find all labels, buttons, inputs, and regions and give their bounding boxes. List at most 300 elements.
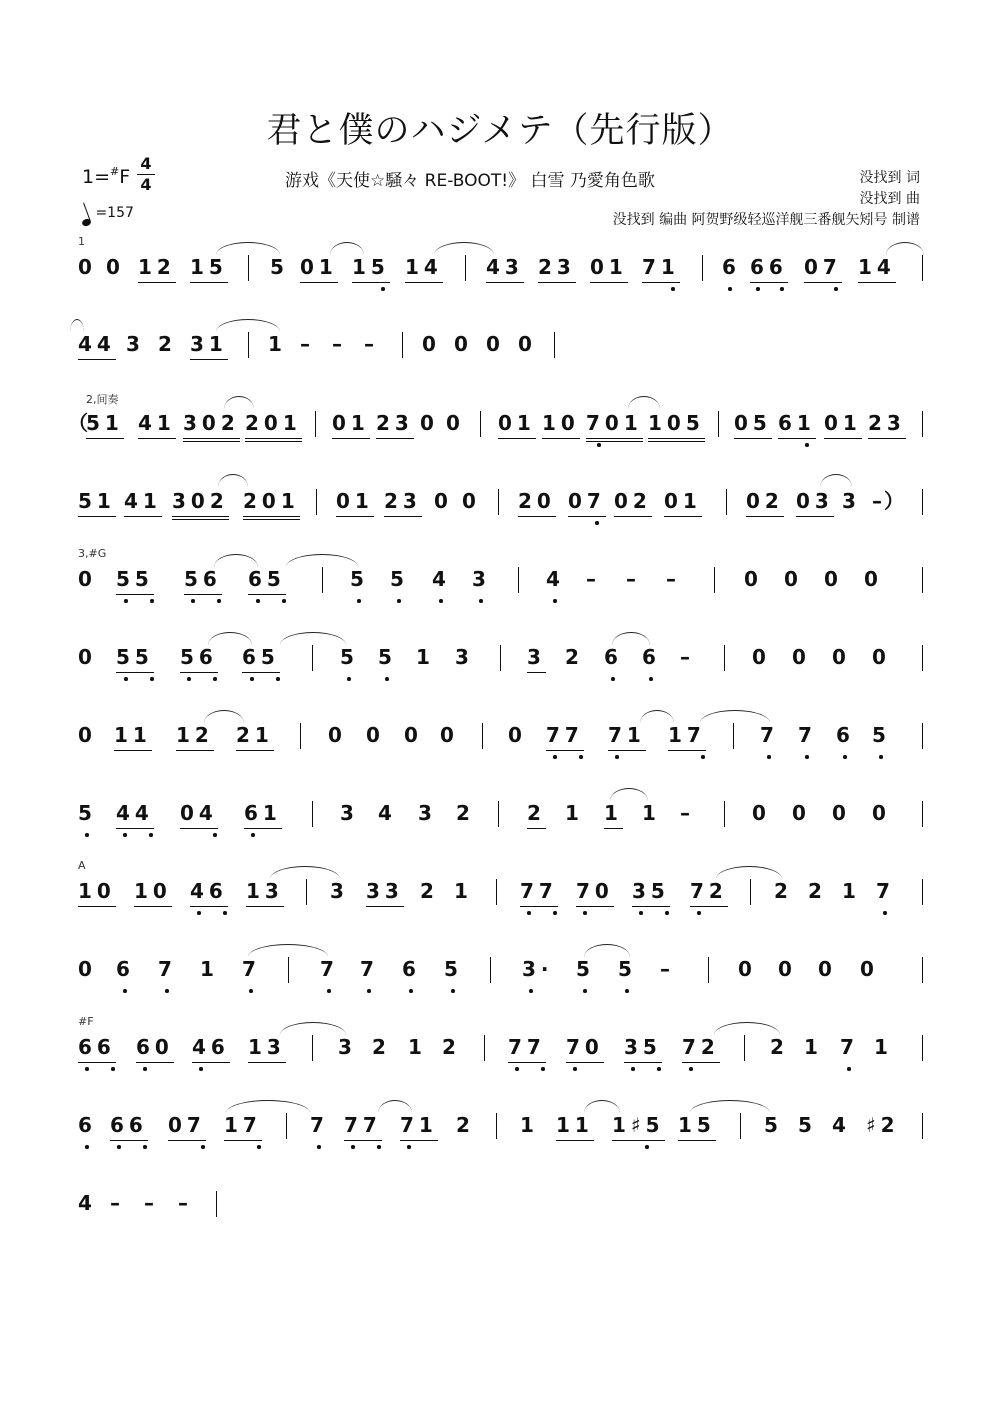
slur: [204, 710, 244, 723]
staff-row: [0, 798, 1000, 858]
barline: [718, 411, 719, 437]
low-octave-dot: [625, 989, 629, 993]
sustain-dash: –: [300, 332, 315, 356]
slur: [612, 632, 650, 645]
note: 15: [190, 252, 228, 283]
low-octave-dot: [657, 1067, 661, 1071]
barline: [733, 723, 734, 749]
low-octave-dot: [123, 989, 127, 993]
note: 44: [78, 329, 116, 360]
meter-bottom: 4: [140, 175, 152, 194]
note: 71: [608, 720, 646, 751]
note: 4: [432, 567, 451, 591]
arrangement-credit: 没找到 编曲 阿贺野级轻巡洋舰三番舰矢矧号 制谱: [612, 212, 920, 228]
note: 7: [310, 1113, 329, 1137]
time-signature: [137, 155, 155, 194]
barline: [496, 1113, 497, 1139]
note: 5: [378, 645, 397, 669]
section-mark-interlude: 2,间奏: [86, 393, 119, 406]
low-octave-dot: [529, 989, 533, 993]
note: 04: [180, 798, 218, 829]
note: 70: [576, 876, 614, 907]
slur: [70, 319, 84, 332]
low-octave-dot: [701, 755, 705, 759]
note: 65: [242, 642, 280, 673]
note: 5: [444, 957, 463, 981]
note: 0: [832, 801, 851, 825]
note: 01: [336, 486, 374, 517]
low-octave-dot: [883, 911, 887, 915]
note: 7: [798, 723, 817, 747]
note: 0: [434, 489, 453, 513]
slur: [216, 242, 280, 255]
note: 1: [416, 645, 435, 669]
low-octave-dot: [123, 833, 127, 837]
note: 1: [565, 801, 584, 825]
low-octave-dot: [407, 1145, 411, 1149]
note: 5: [798, 1113, 817, 1137]
barline: [922, 255, 923, 281]
subtitle: 游戏《天使☆騒々 RE-BOOT!》 白雪 乃愛角色歌: [285, 171, 655, 191]
low-octave-dot: [117, 1145, 121, 1149]
music-credit: 没找到 曲: [859, 191, 920, 207]
slur: [248, 944, 328, 957]
low-octave-dot: [85, 833, 89, 837]
note: 2: [770, 1035, 789, 1059]
note: 1: [874, 1035, 893, 1059]
sustain-dash: –: [872, 489, 887, 513]
note: 1: [408, 1035, 427, 1059]
note: 3: [527, 642, 546, 673]
note: 70: [566, 1032, 604, 1063]
slur: [280, 1022, 346, 1035]
low-octave-dot: [367, 989, 371, 993]
barline: [316, 489, 317, 515]
barline: [490, 957, 491, 983]
note: 11: [556, 1110, 594, 1141]
slur: [690, 1100, 770, 1113]
note: 4: [378, 801, 397, 825]
note: 0: [818, 957, 837, 981]
note: 701: [586, 408, 643, 442]
note: 6: [722, 255, 741, 279]
note: 6: [116, 957, 135, 981]
slur: [224, 396, 254, 409]
sustain-dash: –: [586, 567, 601, 591]
low-octave-dot: [327, 989, 331, 993]
low-octave-dot: [251, 833, 255, 837]
low-octave-dot: [187, 677, 191, 681]
low-octave-dot: [553, 911, 557, 915]
slur: [226, 1100, 310, 1113]
low-octave-dot: [645, 1145, 649, 1149]
meter-top: 4: [140, 154, 152, 173]
note: 71: [400, 1110, 438, 1141]
note: 0: [404, 723, 423, 747]
low-octave-dot: [756, 287, 760, 291]
barline: [312, 801, 313, 827]
sustain-dash: –: [666, 567, 681, 591]
barline: [554, 332, 555, 358]
low-octave-dot: [553, 599, 557, 603]
note: 02: [614, 486, 652, 517]
note: 2: [456, 801, 475, 825]
note: 5: [340, 645, 359, 669]
slur: [330, 242, 364, 255]
low-octave-dot: [357, 599, 361, 603]
low-octave-dot: [351, 1145, 355, 1149]
note: 56: [180, 642, 218, 673]
note: 31: [190, 329, 228, 360]
staff-row: [0, 329, 1000, 389]
staff-row: [0, 564, 1000, 624]
low-octave-dot: [149, 833, 153, 837]
slur: [714, 1022, 780, 1035]
note: 55: [116, 642, 154, 673]
low-octave-dot: [439, 599, 443, 603]
sustain-dash: –: [332, 332, 347, 356]
note: 0: [792, 801, 811, 825]
slur: [820, 474, 852, 487]
barline: [922, 879, 923, 905]
low-octave-dot: [213, 677, 217, 681]
note: 07: [568, 486, 606, 517]
barline: [322, 567, 323, 593]
note: 0: [872, 801, 891, 825]
note: 0: [420, 411, 439, 435]
barline: [300, 723, 301, 749]
note: 3: [330, 879, 349, 903]
low-octave-dot: [282, 599, 286, 603]
note: 2: [527, 798, 546, 829]
note: 4: [832, 1113, 851, 1137]
slur: [208, 632, 252, 645]
note: 3·: [522, 957, 554, 981]
note: 46: [192, 1032, 230, 1063]
slur: [216, 319, 280, 332]
note: 13: [246, 876, 284, 907]
low-octave-dot: [85, 1145, 89, 1149]
note: 17: [224, 1110, 262, 1141]
barline: [496, 879, 497, 905]
note: 41: [124, 486, 162, 517]
note: 302: [183, 408, 240, 442]
section-mark-1: 1: [78, 235, 85, 248]
note: 7: [360, 957, 379, 981]
note: 0: [508, 723, 527, 747]
note: 302: [172, 486, 229, 520]
slur: [584, 944, 630, 957]
barline: [740, 1113, 741, 1139]
note: 2: [774, 879, 793, 903]
low-octave-dot: [385, 677, 389, 681]
slur: [378, 1100, 412, 1113]
note: 7: [242, 957, 261, 981]
note: 1: [454, 879, 473, 903]
note: 0: [752, 645, 771, 669]
low-octave-dot: [213, 833, 217, 837]
note: 6: [604, 645, 623, 669]
song-title: 君と僕のハジメテ（先行版）: [266, 111, 734, 151]
barline: [480, 411, 481, 437]
low-octave-dot: [583, 989, 587, 993]
barline: [922, 411, 923, 437]
note: 43: [486, 252, 524, 283]
note: 07: [168, 1110, 206, 1141]
slur: [700, 710, 770, 723]
low-octave-dot: [111, 1067, 115, 1071]
note: 15: [678, 1110, 716, 1141]
key-note: F: [119, 166, 131, 188]
note: 5: [764, 1113, 783, 1137]
staff-row: [0, 486, 1000, 546]
barline: [708, 957, 709, 983]
slur: [584, 1100, 620, 1113]
note: 0: [860, 957, 879, 981]
note: 0: [440, 723, 459, 747]
staff-row: [0, 1188, 1000, 1248]
low-octave-dot: [579, 755, 583, 759]
note: 5: [872, 723, 891, 747]
barline: [315, 411, 316, 437]
slur: [218, 474, 248, 487]
note: 5: [270, 255, 289, 279]
note: 13: [248, 1032, 286, 1063]
note: 2: [372, 1035, 391, 1059]
note: 4: [546, 567, 565, 591]
note: 0: [422, 332, 441, 356]
low-octave-dot: [257, 1145, 261, 1149]
note: 105: [648, 408, 705, 442]
note: 55: [116, 564, 154, 595]
staff-row: [0, 876, 1000, 936]
sustain-dash: –: [626, 567, 641, 591]
note: 3: [455, 645, 474, 669]
note: 01: [300, 252, 338, 283]
barline: [726, 489, 727, 515]
barline: [702, 255, 703, 281]
note: 77: [546, 720, 584, 751]
low-octave-dot: [143, 1067, 147, 1071]
low-octave-dot: [85, 1067, 89, 1071]
note: 44: [116, 798, 154, 829]
barline: [248, 332, 249, 358]
low-octave-dot: [847, 1067, 851, 1071]
note: 7: [840, 1035, 859, 1059]
low-octave-dot: [843, 755, 847, 759]
low-octave-dot: [347, 677, 351, 681]
note: 0: [486, 332, 505, 356]
note: 6: [836, 723, 855, 747]
sustain-dash: –: [178, 1191, 193, 1215]
close-paren: ）: [884, 489, 909, 513]
note: 0: [518, 332, 537, 356]
note: 3: [126, 332, 145, 356]
slur: [716, 866, 782, 879]
note: 0: [454, 332, 473, 356]
barline: [465, 255, 466, 281]
low-octave-dot: [150, 599, 154, 603]
low-octave-dot: [143, 1145, 147, 1149]
low-octave-dot: [879, 755, 883, 759]
note: 2: [456, 1113, 475, 1137]
staff-row: [0, 1110, 1000, 1170]
note: 33: [366, 876, 404, 907]
note: 0: [752, 801, 771, 825]
note: 51: [78, 486, 116, 517]
note: 0: [824, 567, 843, 591]
note: 1: [520, 1113, 539, 1137]
low-octave-dot: [201, 1145, 205, 1149]
note: 3: [842, 489, 861, 513]
low-octave-dot: [597, 443, 601, 447]
note: 0: [792, 645, 811, 669]
barline: [750, 879, 751, 905]
note: 0: [738, 957, 757, 981]
note: 5: [576, 957, 595, 981]
note: 3: [338, 1035, 357, 1059]
note: 35: [632, 876, 670, 907]
slur: [214, 554, 258, 567]
low-octave-dot: [256, 599, 260, 603]
low-octave-dot: [697, 911, 701, 915]
quarter-note-icon: [81, 218, 92, 228]
note: 10: [134, 876, 172, 907]
note: 66: [750, 252, 788, 283]
key-sharp: #: [110, 165, 120, 178]
low-octave-dot: [199, 1067, 203, 1071]
sustain-dash: –: [364, 332, 379, 356]
note: 0: [778, 957, 797, 981]
note: 3: [472, 567, 491, 591]
note: 23: [376, 408, 414, 439]
note: 23: [868, 408, 906, 439]
low-octave-dot: [397, 599, 401, 603]
low-octave-dot: [451, 989, 455, 993]
slur: [434, 242, 494, 255]
barline: [724, 801, 725, 827]
note: 77: [520, 876, 558, 907]
note: 35: [624, 1032, 662, 1063]
barline: [306, 879, 307, 905]
note: 0: [78, 723, 97, 747]
note: 0: [78, 255, 97, 279]
barline: [922, 801, 923, 827]
barline: [922, 489, 923, 515]
sustain-dash: –: [660, 957, 675, 981]
note: 0: [446, 411, 465, 435]
low-octave-dot: [665, 911, 669, 915]
barline: [922, 645, 923, 671]
slur: [280, 632, 346, 645]
low-octave-dot: [671, 287, 675, 291]
barline: [922, 957, 923, 983]
note: 01: [664, 486, 702, 517]
note: 0: [872, 645, 891, 669]
low-octave-dot: [479, 599, 483, 603]
low-octave-dot: [728, 287, 732, 291]
low-octave-dot: [631, 1067, 635, 1071]
note: 41: [138, 408, 176, 439]
barline: [484, 1035, 485, 1061]
note: 6: [78, 1113, 97, 1137]
low-octave-dot: [689, 1067, 693, 1071]
note: 201: [245, 408, 302, 442]
low-octave-dot: [150, 677, 154, 681]
note: 17: [668, 720, 706, 751]
note: 0: [106, 255, 125, 279]
section-mark-a: A: [78, 859, 86, 872]
note: 2: [442, 1035, 461, 1059]
tempo-value: =157: [95, 205, 134, 221]
note: 1: [804, 1035, 823, 1059]
note: 12: [176, 720, 214, 751]
note: 01: [824, 408, 862, 439]
staff-row: [0, 408, 1000, 468]
barline: [744, 1035, 745, 1061]
note: 66: [110, 1110, 148, 1141]
low-octave-dot: [250, 677, 254, 681]
low-octave-dot: [217, 599, 221, 603]
barline: [248, 255, 249, 281]
low-octave-dot: [515, 1067, 519, 1071]
note: 1: [604, 798, 623, 829]
note: 72: [682, 1032, 720, 1063]
note: 51: [86, 408, 124, 439]
staff-row: [0, 252, 1000, 312]
slur: [270, 866, 340, 879]
low-octave-dot: [124, 677, 128, 681]
note: 6: [402, 957, 421, 981]
note: 7: [158, 957, 177, 981]
note: 0: [744, 567, 763, 591]
note: 72: [690, 876, 728, 907]
sustain-dash: –: [144, 1191, 159, 1215]
staff-row: [0, 1032, 1000, 1092]
low-octave-dot: [223, 911, 227, 915]
note: 66: [78, 1032, 116, 1063]
note: 2: [158, 332, 177, 356]
note: 0: [832, 645, 851, 669]
low-octave-dot: [583, 911, 587, 915]
note: 23: [384, 486, 422, 517]
barline: [498, 489, 499, 515]
barline: [216, 1191, 217, 1217]
low-octave-dot: [805, 443, 809, 447]
barline: [922, 723, 923, 749]
barline: [922, 1035, 923, 1061]
note: 10: [542, 408, 580, 439]
tempo-marking: [82, 205, 134, 221]
note: 7: [876, 879, 895, 903]
low-octave-dot: [611, 677, 615, 681]
barline: [922, 567, 923, 593]
low-octave-dot: [165, 989, 169, 993]
section-mark-3: 3,#G: [78, 547, 107, 560]
note: 11: [114, 720, 152, 751]
slur: [286, 554, 358, 567]
note: 01: [498, 408, 536, 439]
note: 56: [184, 564, 222, 595]
note: 07: [804, 252, 842, 283]
note: 0: [462, 489, 481, 513]
note: 7: [760, 723, 779, 747]
key-prefix: 1=: [82, 166, 111, 188]
low-octave-dot: [553, 755, 557, 759]
note: 1: [268, 332, 287, 356]
note: 5: [350, 567, 369, 591]
note: 46: [190, 876, 228, 907]
